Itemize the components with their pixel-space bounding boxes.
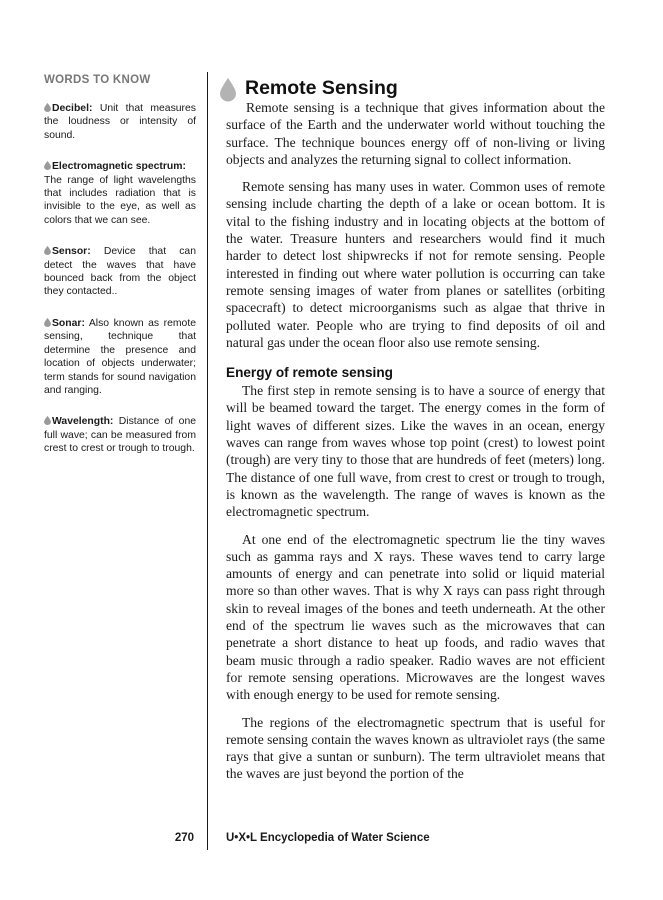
glossary-term-definition: The range of light wavelengths that includes radiation that is invisible to the eye, as well as colors that we can see.: [44, 174, 196, 226]
glossary-term-name: Sonar:: [52, 317, 85, 329]
column-divider: [207, 72, 208, 850]
sidebar-heading: WORDS TO KNOW: [44, 74, 151, 86]
paragraph: Remote sensing has many uses in water. Common uses of remote sensing include charting the depth of a lake or ocean bottom. It is vital to the fishing industry and in locating objects at the bottom of the water. Treasure hunters and researchers would find it much harder to detect lost shipwrecks if not for remote sensing. People interested in finding out where water pollution is occurring can take remote sensing images of water from planes or satellites (orbiting spacecraft) to detect microorganisms such as algae that thrive in polluted water. People who are trying to find deposits of oil and natural gas under the ocean floor also use remote sensing.: [226, 179, 605, 350]
article: [226, 78, 605, 793]
paragraph: The regions of the electromagnetic spectrum that is useful for remote sensing contain the waves known as ultraviolet rays (the same rays that give a suntan or sunburn). The term ultraviolet means that the waves are just beyond the portion of the: [226, 714, 606, 782]
section-heading: Energy of remote sensing: [226, 365, 393, 381]
glossary-term-name: Sensor:: [52, 246, 91, 258]
glossary-term: [44, 160, 196, 227]
water-drop-icon: [44, 318, 51, 327]
water-drop-icon: [44, 246, 51, 255]
page-number: 270: [174, 832, 194, 844]
glossary-term-definition: Distance of one full wave; can be measured from crest to crest or trough to trough.: [44, 416, 197, 455]
water-drop-icon: [44, 103, 51, 112]
article-header: [226, 78, 605, 100]
glossary-term: [44, 245, 196, 299]
glossary-term-definition: Also known as remote sensing, technique that determine the presence and location of objects underwater; term stands for sound navigation and ranging.: [44, 317, 196, 396]
glossary-term-definition: Device that can detect the waves that have bounced back from the object they contacted..: [44, 246, 196, 298]
glossary-term-name: Electromagnetic spectrum:: [52, 161, 186, 173]
paragraph: At one end of the electromagnetic spectrum lie the tiny waves such as gamma rays and X rays. These waves tend to carry large amounts of energy and can penetrate into solid or liquid material more so than other waves. That is why X rays can pass right through skin to reveal images of the bones and teeth underneath. At the other end of the spectrum lie waves such as the microwaves that can penetrate a short distance to heat up foods, and radio waves that beam music through a radio speaker. Radio waves are not efficient for remote sensing operations. Microwaves are the longest waves with enough energy to be used for remote sensing.: [226, 531, 605, 703]
water-drop-icon: [44, 161, 51, 170]
paragraph: Remote sensing is a technique that gives information about the surface of the Earth and the underwater world without touching the surface. The technique bounces energy off of non-living or living objects and analyzes the returning signal to collect information.: [226, 100, 605, 167]
words-to-know-sidebar: [44, 74, 196, 474]
water-drop-icon: [44, 416, 51, 425]
water-drop-icon: [220, 78, 236, 102]
glossary-term-definition: Unit that measures the loudness or intensity of sound.: [44, 103, 196, 141]
glossary-term-name: Wavelength:: [52, 416, 114, 428]
glossary-term: [44, 317, 196, 397]
article-title: Remote Sensing: [245, 77, 398, 99]
glossary-term: [44, 102, 196, 142]
glossary-term-name: Decibel:: [52, 103, 93, 114]
glossary-term: [44, 415, 196, 455]
book-title: U•X•L Encyclopedia of Water Science: [226, 832, 430, 844]
paragraph: The first step in remote sensing is to have a source of energy that will be beamed toward the target. The energy comes in the form of light waves of different sizes. Like the waves in an ocean, energy waves can range from waves whose top point (crest) to lowest point (trough) are very tiny to those that are hundreds of feet (meters) long. The distance of one full wave, from crest to crest or trough to trough, is known as the wavelength. The range of waves is known as the electromagnetic spectrum.: [226, 383, 605, 520]
